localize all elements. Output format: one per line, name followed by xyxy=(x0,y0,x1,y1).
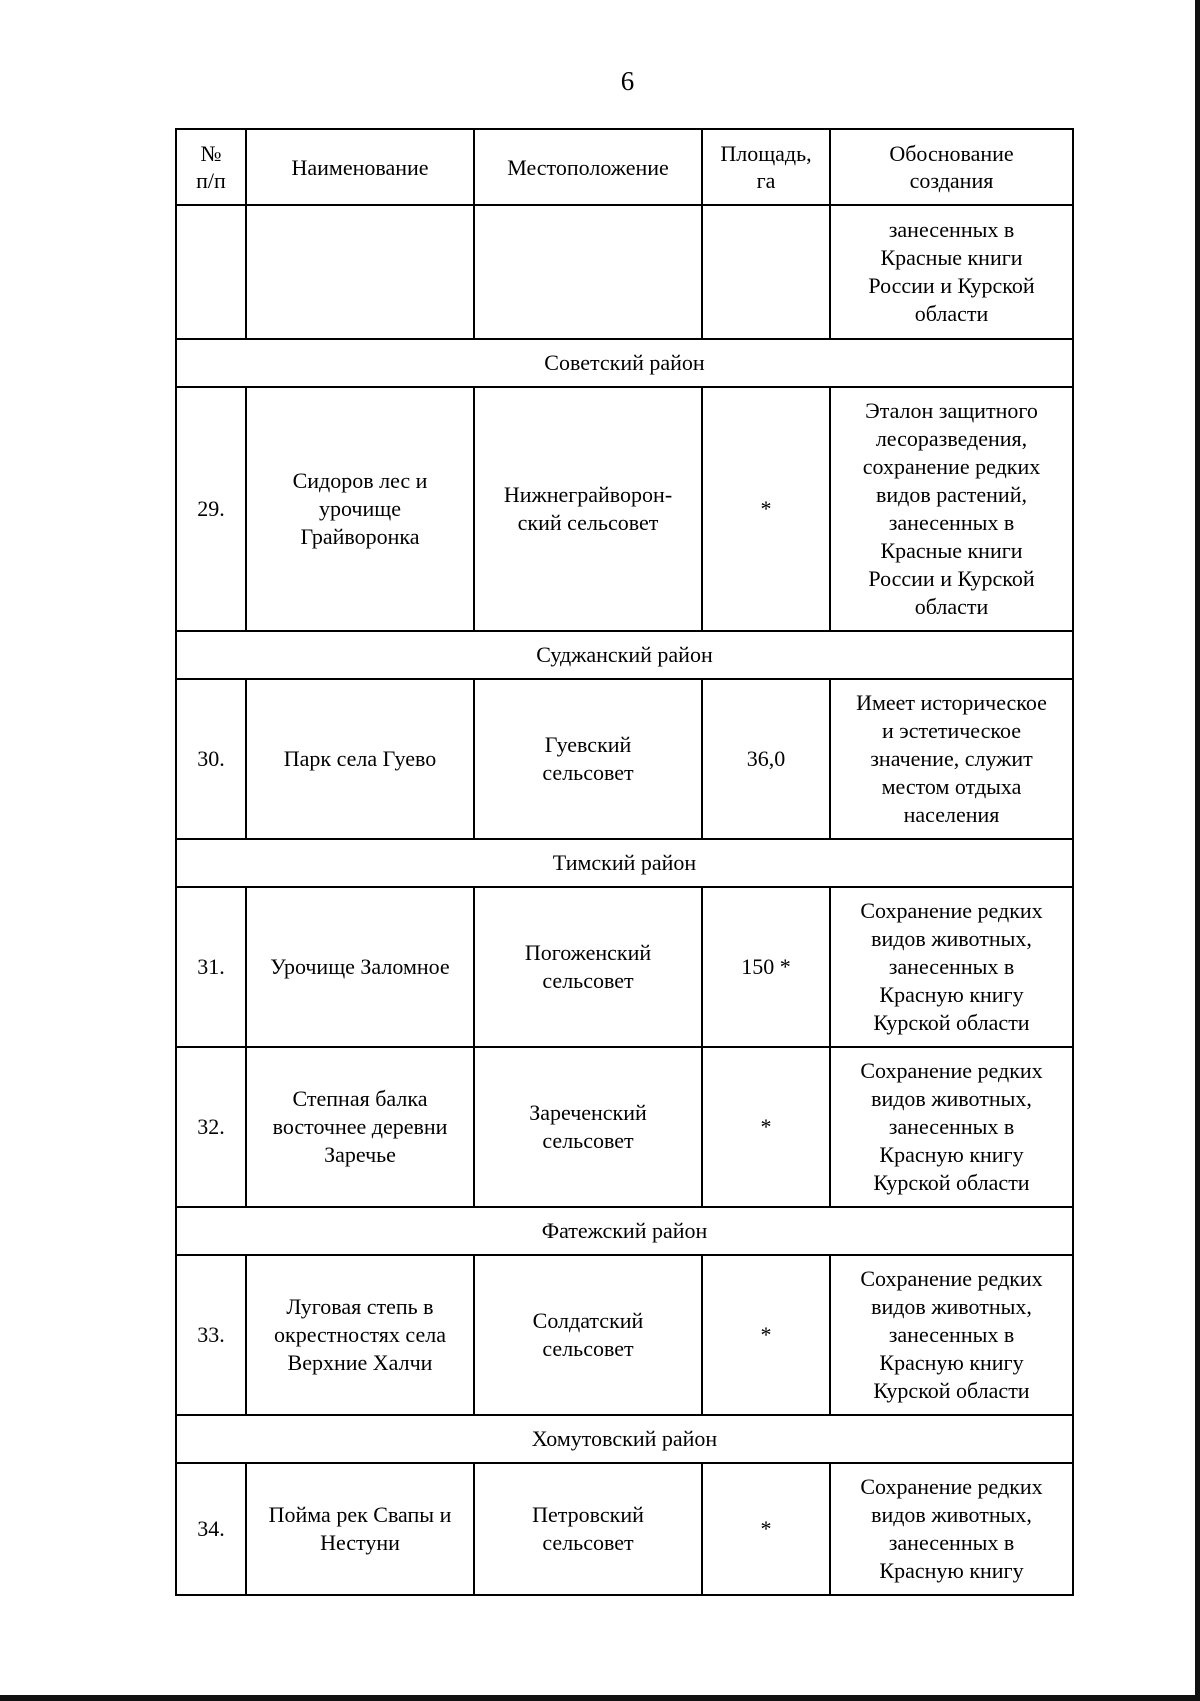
table-row xyxy=(176,887,1073,1047)
district-name: Суджанский район xyxy=(176,631,1073,679)
header-area: Площадь, га xyxy=(702,129,830,205)
row-location: Солдатский сельсовет xyxy=(474,1255,702,1415)
header-basis: Обоснование создания xyxy=(830,129,1073,205)
continuation-number-cell xyxy=(176,205,246,339)
district-name: Советский район xyxy=(176,339,1073,387)
scan-border-right xyxy=(1195,0,1200,1701)
row-location: Гуевский сельсовет xyxy=(474,679,702,839)
table-body xyxy=(176,205,1073,1595)
district-name: Хомутовский район xyxy=(176,1415,1073,1463)
row-number: 30. xyxy=(176,679,246,839)
row-basis: Эталон защитного лесоразведения, сохранение редких видов растений, занесенных в Красные книги России и Курской области xyxy=(830,387,1073,631)
scan-border-bottom xyxy=(0,1695,1200,1701)
row-area: * xyxy=(702,1463,830,1595)
row-location: Погоженский сельсовет xyxy=(474,887,702,1047)
protected-areas-table xyxy=(175,128,1074,1596)
district-row xyxy=(176,339,1073,387)
header-name: Наименование xyxy=(246,129,474,205)
page-number: 6 xyxy=(620,66,635,96)
header-location: Местоположение xyxy=(474,129,702,205)
header-number: № п/п xyxy=(176,129,246,205)
row-basis: Сохранение редких видов животных, занесенных в Красную книгу xyxy=(830,1463,1073,1595)
row-name: Степная балка восточнее деревни Заречье xyxy=(246,1047,474,1207)
row-name: Парк села Гуево xyxy=(246,679,474,839)
row-basis: Сохранение редких видов животных, занесенных в Красную книгу Курской области xyxy=(830,1255,1073,1415)
table-row xyxy=(176,1255,1073,1415)
district-name: Фатежский район xyxy=(176,1207,1073,1255)
row-basis: Имеет историческое и эстетическое значение, служит местом отдыха населения xyxy=(830,679,1073,839)
continuation-name-cell xyxy=(246,205,474,339)
header-row xyxy=(176,129,1073,205)
row-name: Пойма рек Свапы и Нестуни xyxy=(246,1463,474,1595)
continuation-row xyxy=(176,205,1073,339)
district-row xyxy=(176,1415,1073,1463)
row-number: 34. xyxy=(176,1463,246,1595)
district-name: Тимский район xyxy=(176,839,1073,887)
district-row xyxy=(176,1207,1073,1255)
row-name: Сидоров лес и урочище Грайворонка xyxy=(246,387,474,631)
district-row xyxy=(176,839,1073,887)
row-number: 32. xyxy=(176,1047,246,1207)
table-row xyxy=(176,1463,1073,1595)
row-location: Нижнеграйворон- ский сельсовет xyxy=(474,387,702,631)
continuation-location-cell xyxy=(474,205,702,339)
row-area: 150 * xyxy=(702,887,830,1047)
row-area: * xyxy=(702,387,830,631)
continuation-basis-cell: занесенных в Красные книги России и Курской области xyxy=(830,205,1073,339)
row-name: Луговая степь в окрестностях села Верхние Халчи xyxy=(246,1255,474,1415)
continuation-area-cell xyxy=(702,205,830,339)
row-number: 33. xyxy=(176,1255,246,1415)
table-header xyxy=(176,129,1073,205)
table-row xyxy=(176,679,1073,839)
row-number: 29. xyxy=(176,387,246,631)
district-row xyxy=(176,631,1073,679)
row-location: Зареченский сельсовет xyxy=(474,1047,702,1207)
table-row xyxy=(176,387,1073,631)
row-name: Урочище Заломное xyxy=(246,887,474,1047)
row-basis: Сохранение редких видов животных, занесенных в Красную книгу Курской области xyxy=(830,1047,1073,1207)
row-area: * xyxy=(702,1047,830,1207)
row-basis: Сохранение редких видов животных, занесенных в Красную книгу Курской области xyxy=(830,887,1073,1047)
row-number: 31. xyxy=(176,887,246,1047)
table-row xyxy=(176,1047,1073,1207)
row-area: 36,0 xyxy=(702,679,830,839)
row-area: * xyxy=(702,1255,830,1415)
row-location: Петровский сельсовет xyxy=(474,1463,702,1595)
